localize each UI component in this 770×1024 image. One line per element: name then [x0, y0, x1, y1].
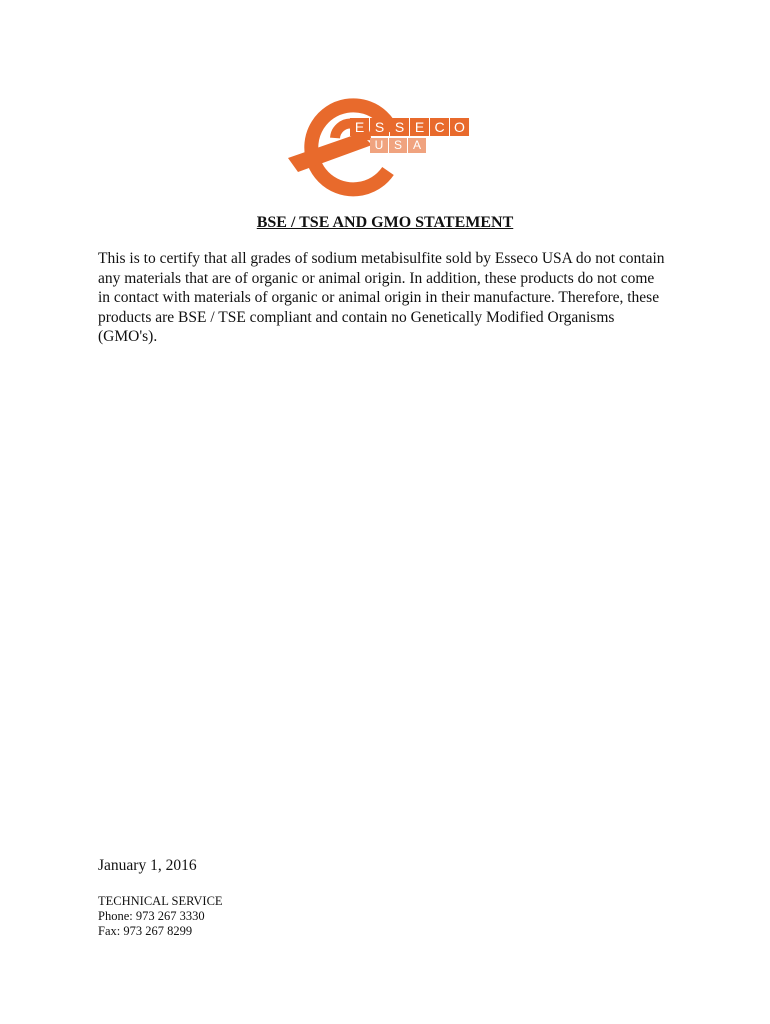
logo-letter: S — [370, 118, 389, 136]
contact-department: TECHNICAL SERVICE — [98, 894, 223, 908]
logo-text-usa — [370, 138, 427, 153]
contact-block — [98, 894, 223, 939]
logo-letter: O — [450, 118, 469, 136]
document-title: BSE / TSE AND GMO STATEMENT — [256, 214, 514, 231]
statement-date: January 1, 2016 — [98, 857, 197, 874]
company-logo — [280, 98, 490, 198]
statement-body: This is to certify that all grades of sodium metabisulfite sold by Esseco USA do not contain any materials that are of organic or animal origin. In addition, these products do not come in contact with materials of organic or animal origin in their manufacture. Therefore, these products are BSE / TSE compliant and contain no Genetically Modified Organisms (GMO's). — [98, 250, 665, 345]
logo-letter: E — [410, 118, 429, 136]
logo-text-esseco — [350, 118, 470, 136]
contact-phone: Phone: 973 267 3330 — [98, 909, 205, 923]
logo-letter: S — [389, 138, 407, 153]
logo-letter: U — [370, 138, 388, 153]
logo-letter: E — [350, 118, 369, 136]
contact-fax: Fax: 973 267 8299 — [98, 924, 193, 938]
logo-letter: A — [408, 138, 426, 153]
logo-letter: S — [390, 118, 409, 136]
logo-letter: C — [430, 118, 449, 136]
